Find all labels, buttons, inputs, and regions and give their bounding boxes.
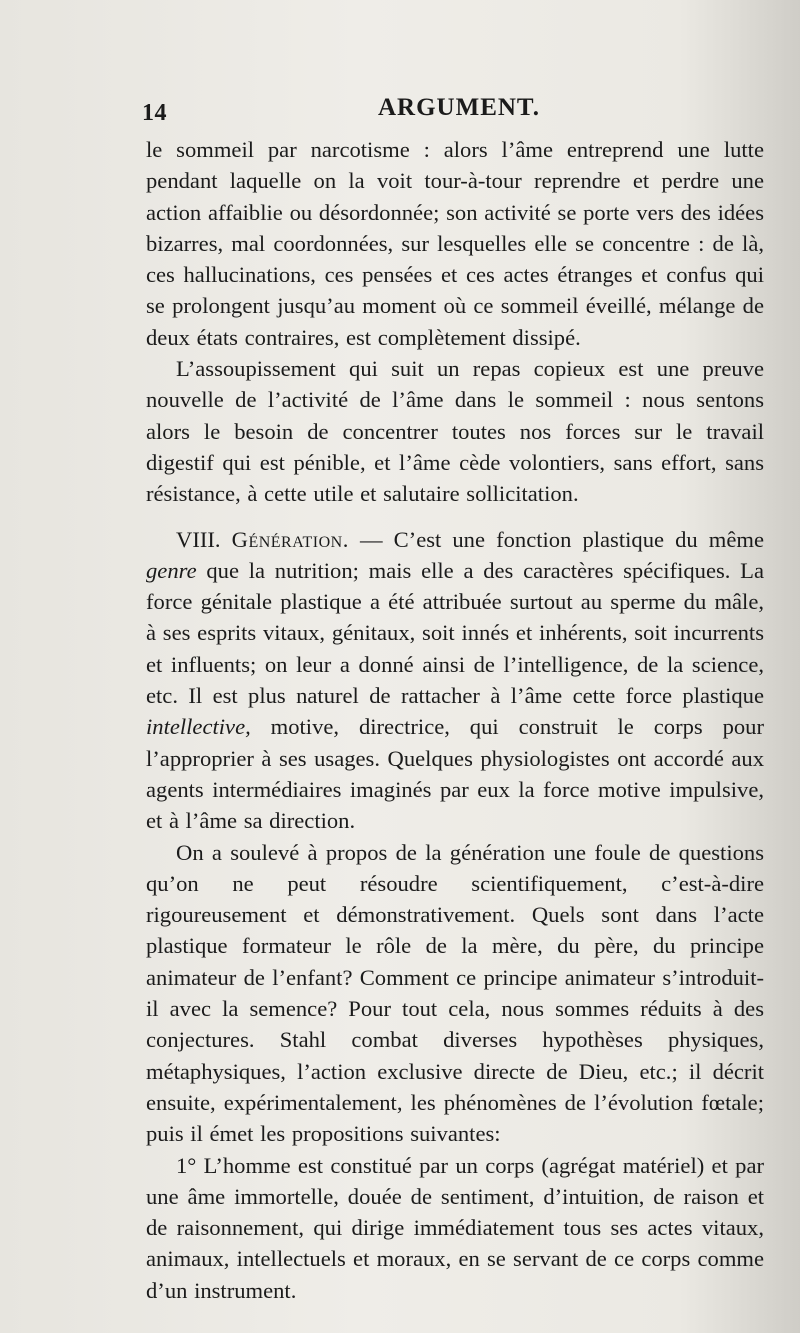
- page-number: 14: [142, 100, 167, 126]
- italic-intellective: intellective,: [146, 714, 251, 740]
- paragraph-continued: le sommeil par narcotisme : alors l’âme entreprend une lutte pendant laquelle on la voit tour-à-tour reprendre et perdre une action affaiblie ou désordonnée; son activité se porte vers des idées bizarres, mal coordonnées, sur lesquelles elle se concentre : de là, ces hallucinations, ces pensées et ces actes étranges et confus qui se prolongent jusqu’au moment où ce sommeil éveillé, mélange de deux états contraires, est complètement dissipé.: [146, 137, 764, 350]
- body-text: [146, 134, 764, 1306]
- section-heading: Génération.: [231, 526, 349, 552]
- section-dash: —: [359, 526, 383, 552]
- section-text-b: que la nutrition; mais elle a des caractères spécifiques. La force génitale plastique a été attribuée surtout au sperme du mâle, à ses esprits vitaux, génitaux, soit innés et inhérents, soit incurrents et influents; on leur a donné ainsi de l’intelligence, de la science, etc. Il est plus naturel de rattacher à l’âme cette force plastique: [146, 557, 764, 709]
- paragraph-questions: On a soulevé à propos de la génération une foule de questions qu’on ne peut résoudre scientifiquement, c’est-à-dire rigoureusement et démonstrativement. Quels sont dans l’acte plastique formateur le rôle de la mère, du père, du principe animateur de l’enfant? Comment ce principe animateur s’introduit-il avec la semence? Pour tout cela, nous sommes réduits à des conjectures. Stahl combat diverses hypothèses physiques, métaphysiques, l’action exclusive directe de Dieu, etc.; il décrit ensuite, expérimentalement, les phénomènes de l’évolution fœtale; puis il émet les propositions suivantes:: [146, 839, 764, 1147]
- section-generation: [146, 524, 764, 837]
- page-header: [142, 94, 762, 130]
- proposition-1: 1° L’homme est constitué par un corps (agrégat matériel) et par une âme immortelle, douée de sentiment, d’intuition, de raison et de raisonnement, qui dirige immédiatement tous ses actes vitaux, animaux, intellectuels et moraux, en se servant de ce corps comme d’un instrument.: [146, 1152, 764, 1303]
- italic-genre: genre: [146, 557, 197, 583]
- section-number: VIII.: [176, 526, 221, 552]
- section-text-c: motive, directrice, qui construit le corps pour l’approprier à ses usages. Quelques physiologistes ont accordé aux agents intermédiaires imaginés par eux la force motive impulsive, et à l’âme sa direction.: [146, 714, 764, 834]
- section-text-a: C’est une fonction plastique du même: [393, 526, 764, 552]
- paragraph-assoupissement: L’assoupissement qui suit un repas copieux est une preuve nouvelle de l’activité de l’âme dans le sommeil : nous sentons alors le besoin de concentrer toutes nos forces sur le travail digestif qui est pénible, et l’âme cède volontiers, sans effort, sans résistance, à cette utile et salutaire sollicitation.: [146, 356, 764, 507]
- running-title: ARGUMENT.: [378, 94, 541, 121]
